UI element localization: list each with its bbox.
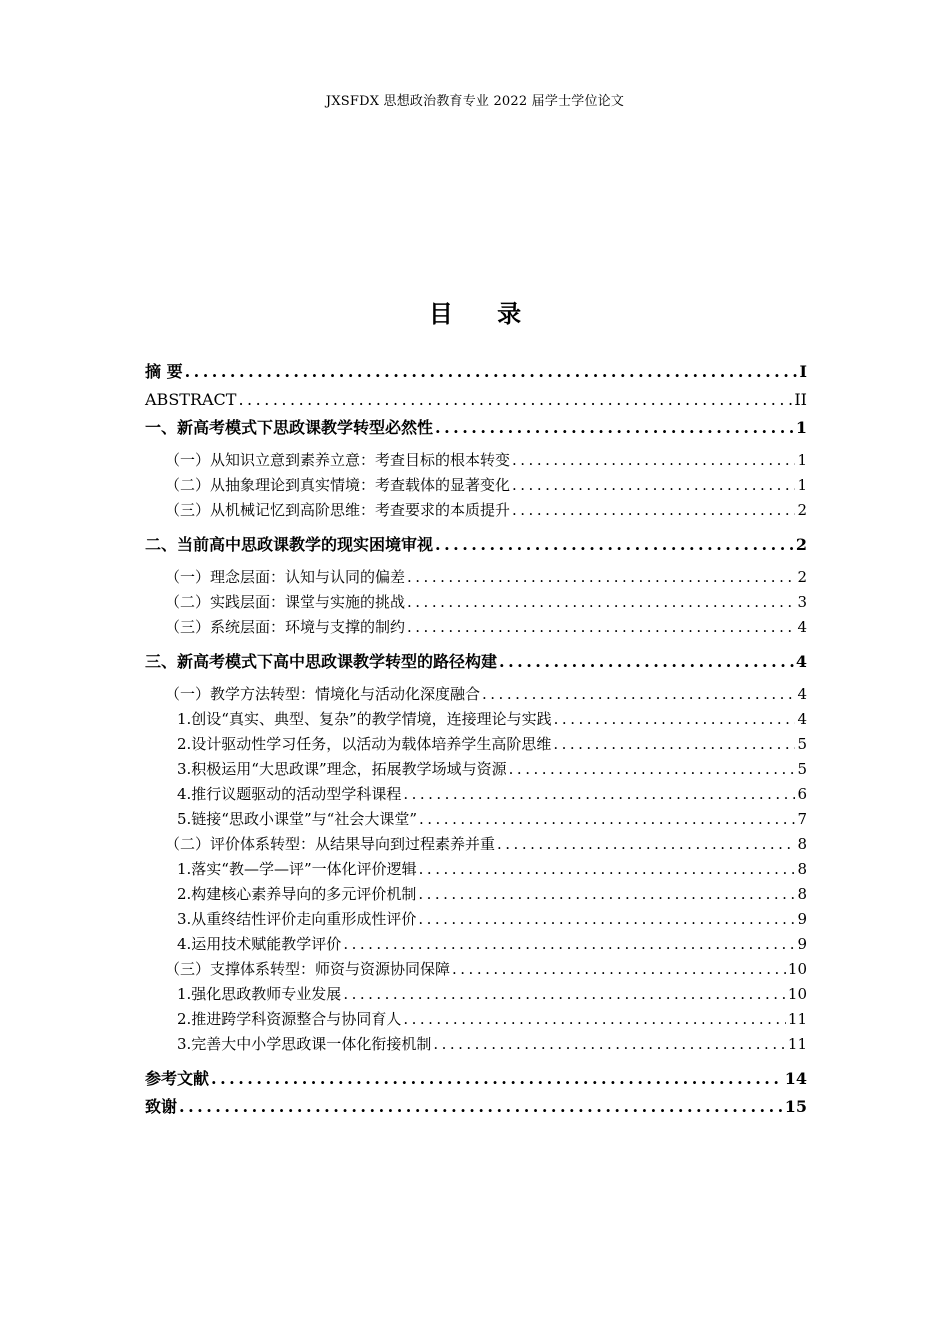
toc-entry-page: 4	[797, 710, 807, 728]
toc-leader-dots	[407, 615, 795, 640]
toc-leader-dots	[403, 1007, 786, 1032]
toc-entry-page: 11	[787, 1035, 807, 1053]
toc-entry-title: 摘 要	[145, 362, 183, 381]
toc-entry[interactable]	[145, 857, 807, 882]
toc-entry-page: 1	[795, 418, 807, 437]
table-of-contents	[145, 358, 807, 1121]
toc-leader-dots	[509, 757, 796, 782]
toc-entry[interactable]	[145, 615, 807, 640]
toc-entry-page: 2	[797, 568, 807, 586]
toc-entry[interactable]	[145, 448, 807, 473]
toc-leader-dots	[185, 358, 798, 386]
toc-entry-title: （一）理念层面：认知与认同的偏差	[165, 568, 406, 586]
toc-entry[interactable]	[145, 386, 807, 414]
toc-leader-dots	[343, 932, 795, 957]
toc-leader-dots	[433, 1032, 786, 1057]
toc-entry-title: 1.强化思政教师专业发展	[177, 985, 342, 1003]
toc-entry[interactable]	[145, 832, 807, 857]
toc-entry[interactable]	[145, 565, 807, 590]
toc-entry[interactable]	[145, 648, 807, 676]
toc-leader-dots	[553, 732, 795, 757]
toc-entry-page: 15	[784, 1097, 807, 1116]
toc-leader-dots	[419, 807, 795, 832]
toc-entry-page: 4	[797, 685, 807, 703]
toc-entry[interactable]	[145, 782, 807, 807]
toc-entry[interactable]	[145, 957, 807, 982]
toc-entry-page: 3	[797, 593, 807, 611]
toc-leader-dots	[238, 386, 792, 414]
toc-entry-page: 1	[797, 451, 807, 469]
toc-entry-title: 2.推进跨学科资源整合与协同育人	[177, 1010, 402, 1028]
toc-entry[interactable]	[145, 1032, 807, 1057]
toc-entry[interactable]	[145, 932, 807, 957]
toc-entry-title: （一）从知识立意到素养立意：考查目标的根本转变	[165, 451, 511, 469]
toc-leader-dots	[343, 982, 786, 1007]
toc-entry-title: 三、新高考模式下高中思政课教学转型的路径构建	[145, 652, 498, 671]
toc-entry-title: 3.完善大中小学思政课一体化衔接机制	[177, 1035, 432, 1053]
toc-entry-title: 5.链接“思政小课堂”与“社会大课堂”	[177, 810, 417, 828]
toc-entry-title: 4.运用技术赋能教学评价	[177, 935, 342, 953]
toc-entry[interactable]	[145, 682, 807, 707]
toc-entry[interactable]	[145, 1093, 807, 1121]
toc-entry[interactable]	[145, 907, 807, 932]
toc-entry-page: I	[799, 362, 807, 381]
page-title: 目 录	[428, 299, 540, 328]
toc-entry-page: 1	[797, 476, 807, 494]
toc-entry-page: 9	[797, 910, 807, 928]
toc-leader-dots	[499, 648, 794, 676]
toc-entry-title: （三）从机械记忆到高阶思维：考查要求的本质提升	[165, 501, 511, 519]
toc-entry-page: 8	[797, 885, 807, 903]
toc-entry-title: 参考文献	[145, 1069, 210, 1088]
toc-entry[interactable]	[145, 531, 807, 559]
toc-entry-title: （一）教学方法转型：情境化与活动化深度融合	[165, 685, 481, 703]
toc-entry[interactable]	[145, 1065, 807, 1093]
toc-entry-title: 1.落实“教—学—评”一体化评价逻辑	[177, 860, 417, 878]
toc-entry-page: 5	[797, 735, 807, 753]
toc-entry-title: 二、当前高中思政课教学的现实困境审视	[145, 535, 434, 554]
toc-entry[interactable]	[145, 882, 807, 907]
toc-entry-page: 8	[797, 860, 807, 878]
toc-entry[interactable]	[145, 473, 807, 498]
toc-leader-dots	[482, 682, 795, 707]
toc-entry-page: 5	[797, 760, 807, 778]
toc-leader-dots	[418, 907, 795, 932]
page-header: JXSFDX 思想政治教育专业 2022 届学士学位论文	[325, 94, 625, 109]
toc-entry-page: 7	[797, 810, 807, 828]
toc-leader-dots	[179, 1093, 783, 1121]
toc-entry-title: （三）系统层面：环境与支撑的制约	[165, 618, 406, 636]
toc-entry-page: 10	[787, 985, 807, 1003]
toc-leader-dots	[419, 857, 796, 882]
toc-entry-title: （二）评价体系转型：从结果导向到过程素养并重	[165, 835, 496, 853]
toc-leader-dots	[512, 473, 795, 498]
toc-entry-page: 11	[787, 1010, 807, 1028]
toc-leader-dots	[435, 414, 794, 442]
toc-leader-dots	[211, 1065, 783, 1093]
toc-entry[interactable]	[145, 707, 807, 732]
toc-entry-title: 3.积极运用“大思政课”理念，拓展教学场域与资源	[177, 760, 507, 778]
toc-entry-page: 6	[797, 785, 807, 803]
toc-leader-dots	[512, 498, 795, 523]
toc-entry-title: （二）从抽象理论到真实情境：考查载体的显著变化	[165, 476, 511, 494]
toc-entry-title: ABSTRACT	[145, 390, 237, 409]
toc-entry-title: （三）支撑体系转型：师资与资源协同保障	[165, 960, 451, 978]
toc-entry-title: 4.推行议题驱动的活动型学科课程	[177, 785, 402, 803]
toc-entry-page: 2	[795, 535, 807, 554]
toc-entry[interactable]	[145, 590, 807, 615]
toc-leader-dots	[435, 531, 794, 559]
toc-entry[interactable]	[145, 982, 807, 1007]
toc-leader-dots	[407, 590, 795, 615]
toc-entry-page: 2	[797, 501, 807, 519]
toc-entry-title: 一、新高考模式下思政课教学转型必然性	[145, 418, 434, 437]
toc-entry-page: 4	[797, 618, 807, 636]
toc-entry-page: 14	[784, 1069, 807, 1088]
toc-entry-page: II	[794, 390, 807, 409]
toc-entry[interactable]	[145, 358, 807, 386]
toc-entry-title: 1.创设“真实、典型、复杂”的教学情境，连接理论与实践	[177, 710, 552, 728]
toc-entry-title: 2.设计驱动性学习任务，以活动为载体培养学生高阶思维	[177, 735, 552, 753]
toc-leader-dots	[418, 882, 795, 907]
toc-entry[interactable]	[145, 1007, 807, 1032]
toc-entry-title: 2.构建核心素养导向的多元评价机制	[177, 885, 417, 903]
toc-entry[interactable]	[145, 414, 807, 442]
toc-entry-title: 致谢	[145, 1097, 178, 1116]
toc-entry[interactable]	[145, 807, 807, 832]
toc-entry-title: （二）实践层面：课堂与实施的挑战	[165, 593, 406, 611]
toc-entry[interactable]	[145, 732, 807, 757]
toc-entry-page: 9	[797, 935, 807, 953]
toc-entry-page: 8	[797, 835, 807, 853]
toc-leader-dots	[452, 957, 786, 982]
toc-entry-title: 3.从重终结性评价走向重形成性评价	[177, 910, 417, 928]
toc-entry-page: 10	[787, 960, 807, 978]
toc-leader-dots	[407, 565, 795, 590]
toc-leader-dots	[512, 448, 795, 473]
toc-leader-dots	[497, 832, 795, 857]
toc-entry[interactable]	[145, 757, 807, 782]
toc-leader-dots	[403, 782, 795, 807]
toc-leader-dots	[554, 707, 796, 732]
toc-entry-page: 4	[795, 652, 807, 671]
toc-entry[interactable]	[145, 498, 807, 523]
